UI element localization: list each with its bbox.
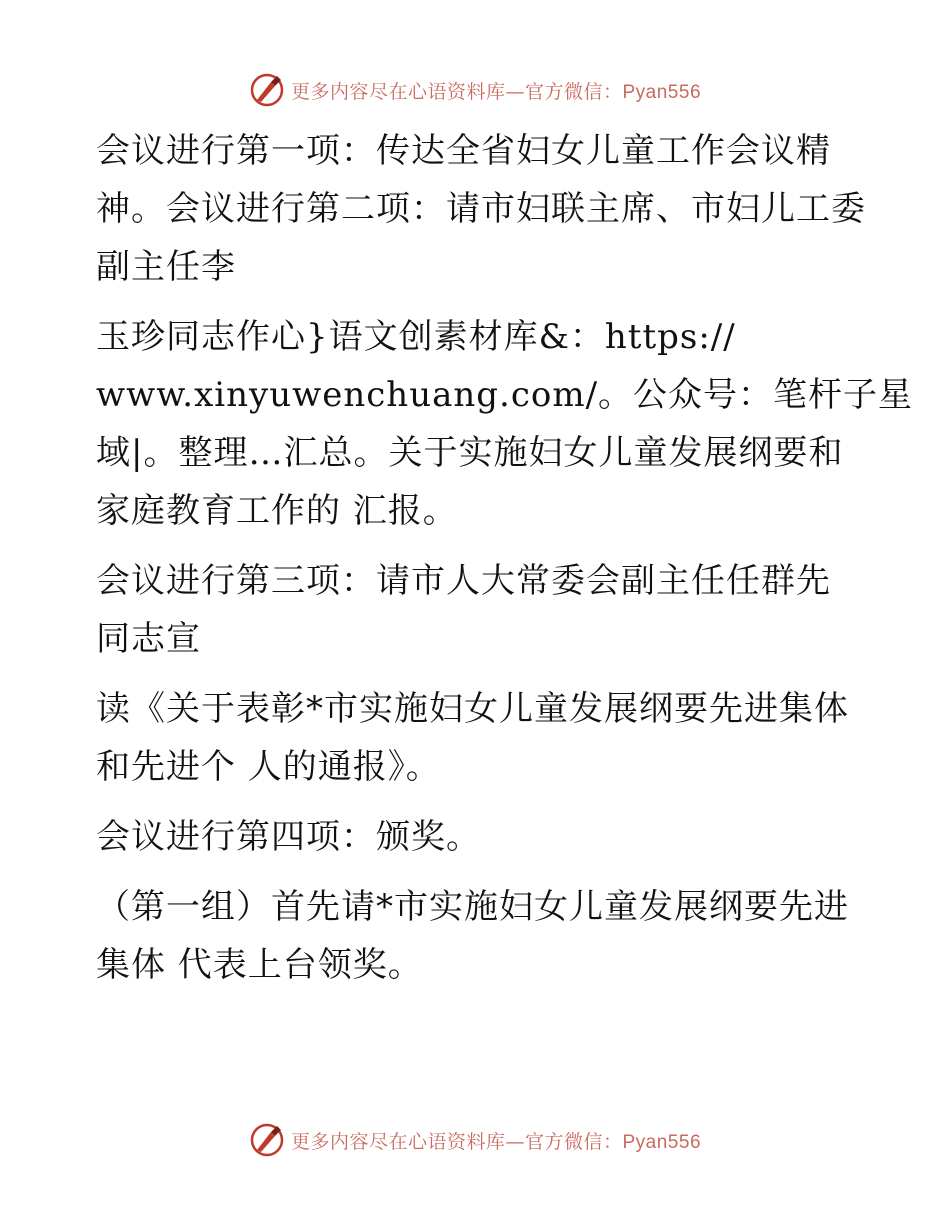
header-banner-text: 更多内容尽在心语资料库—官方微信：	[290, 80, 623, 103]
paragraph-line: 集体 代表上台领奖。	[96, 945, 423, 985]
paragraph-4	[96, 680, 856, 796]
paragraph-line: 和先进个 人的通报》。	[96, 747, 441, 787]
paragraph-line: 副主任李	[96, 247, 236, 287]
footer-banner	[0, 1120, 950, 1160]
paragraph-line: 玉珍同志作心}语文创素材库&：https://	[96, 317, 736, 357]
quill-logo-icon	[249, 1122, 285, 1158]
paragraph-line: 同志宣	[96, 619, 201, 659]
paragraph-3	[96, 552, 856, 668]
quill-logo-icon	[249, 72, 285, 108]
paragraph-6	[96, 878, 856, 994]
paragraph-line: www.xinyuwenchuang.com/。公众号：笔杆子星	[96, 375, 914, 415]
paragraph-line: （第一组）首先请*市实施妇女儿童发展纲要先进	[96, 887, 849, 927]
paragraph-2	[96, 308, 914, 540]
header-banner	[0, 70, 950, 110]
paragraph-line: 家庭教育工作的 汇报。	[96, 491, 458, 531]
footer-banner-text: 更多内容尽在心语资料库—官方微信：	[290, 1130, 623, 1153]
paragraph-5	[96, 808, 856, 866]
paragraph-line: 会议进行第一项：传达全省妇女儿童工作会议精	[96, 131, 831, 171]
paragraph-1	[96, 122, 866, 296]
document-body	[96, 122, 914, 1006]
header-banner-wechat: Pyan556	[622, 81, 702, 103]
paragraph-line: 域|。整理…汇总。关于实施妇女儿童发展纲要和	[96, 433, 844, 473]
paragraph-line: 会议进行第三项：请市人大常委会副主任任群先	[96, 561, 831, 601]
paragraph-line: 会议进行第四项：颁奖。	[96, 817, 481, 857]
paragraph-line: 读《关于表彰*市实施妇女儿童发展纲要先进集体	[96, 689, 849, 729]
paragraph-line: 神。会议进行第二项：请市妇联主席、市妇儿工委	[96, 189, 866, 229]
footer-banner-wechat: Pyan556	[622, 1131, 702, 1153]
